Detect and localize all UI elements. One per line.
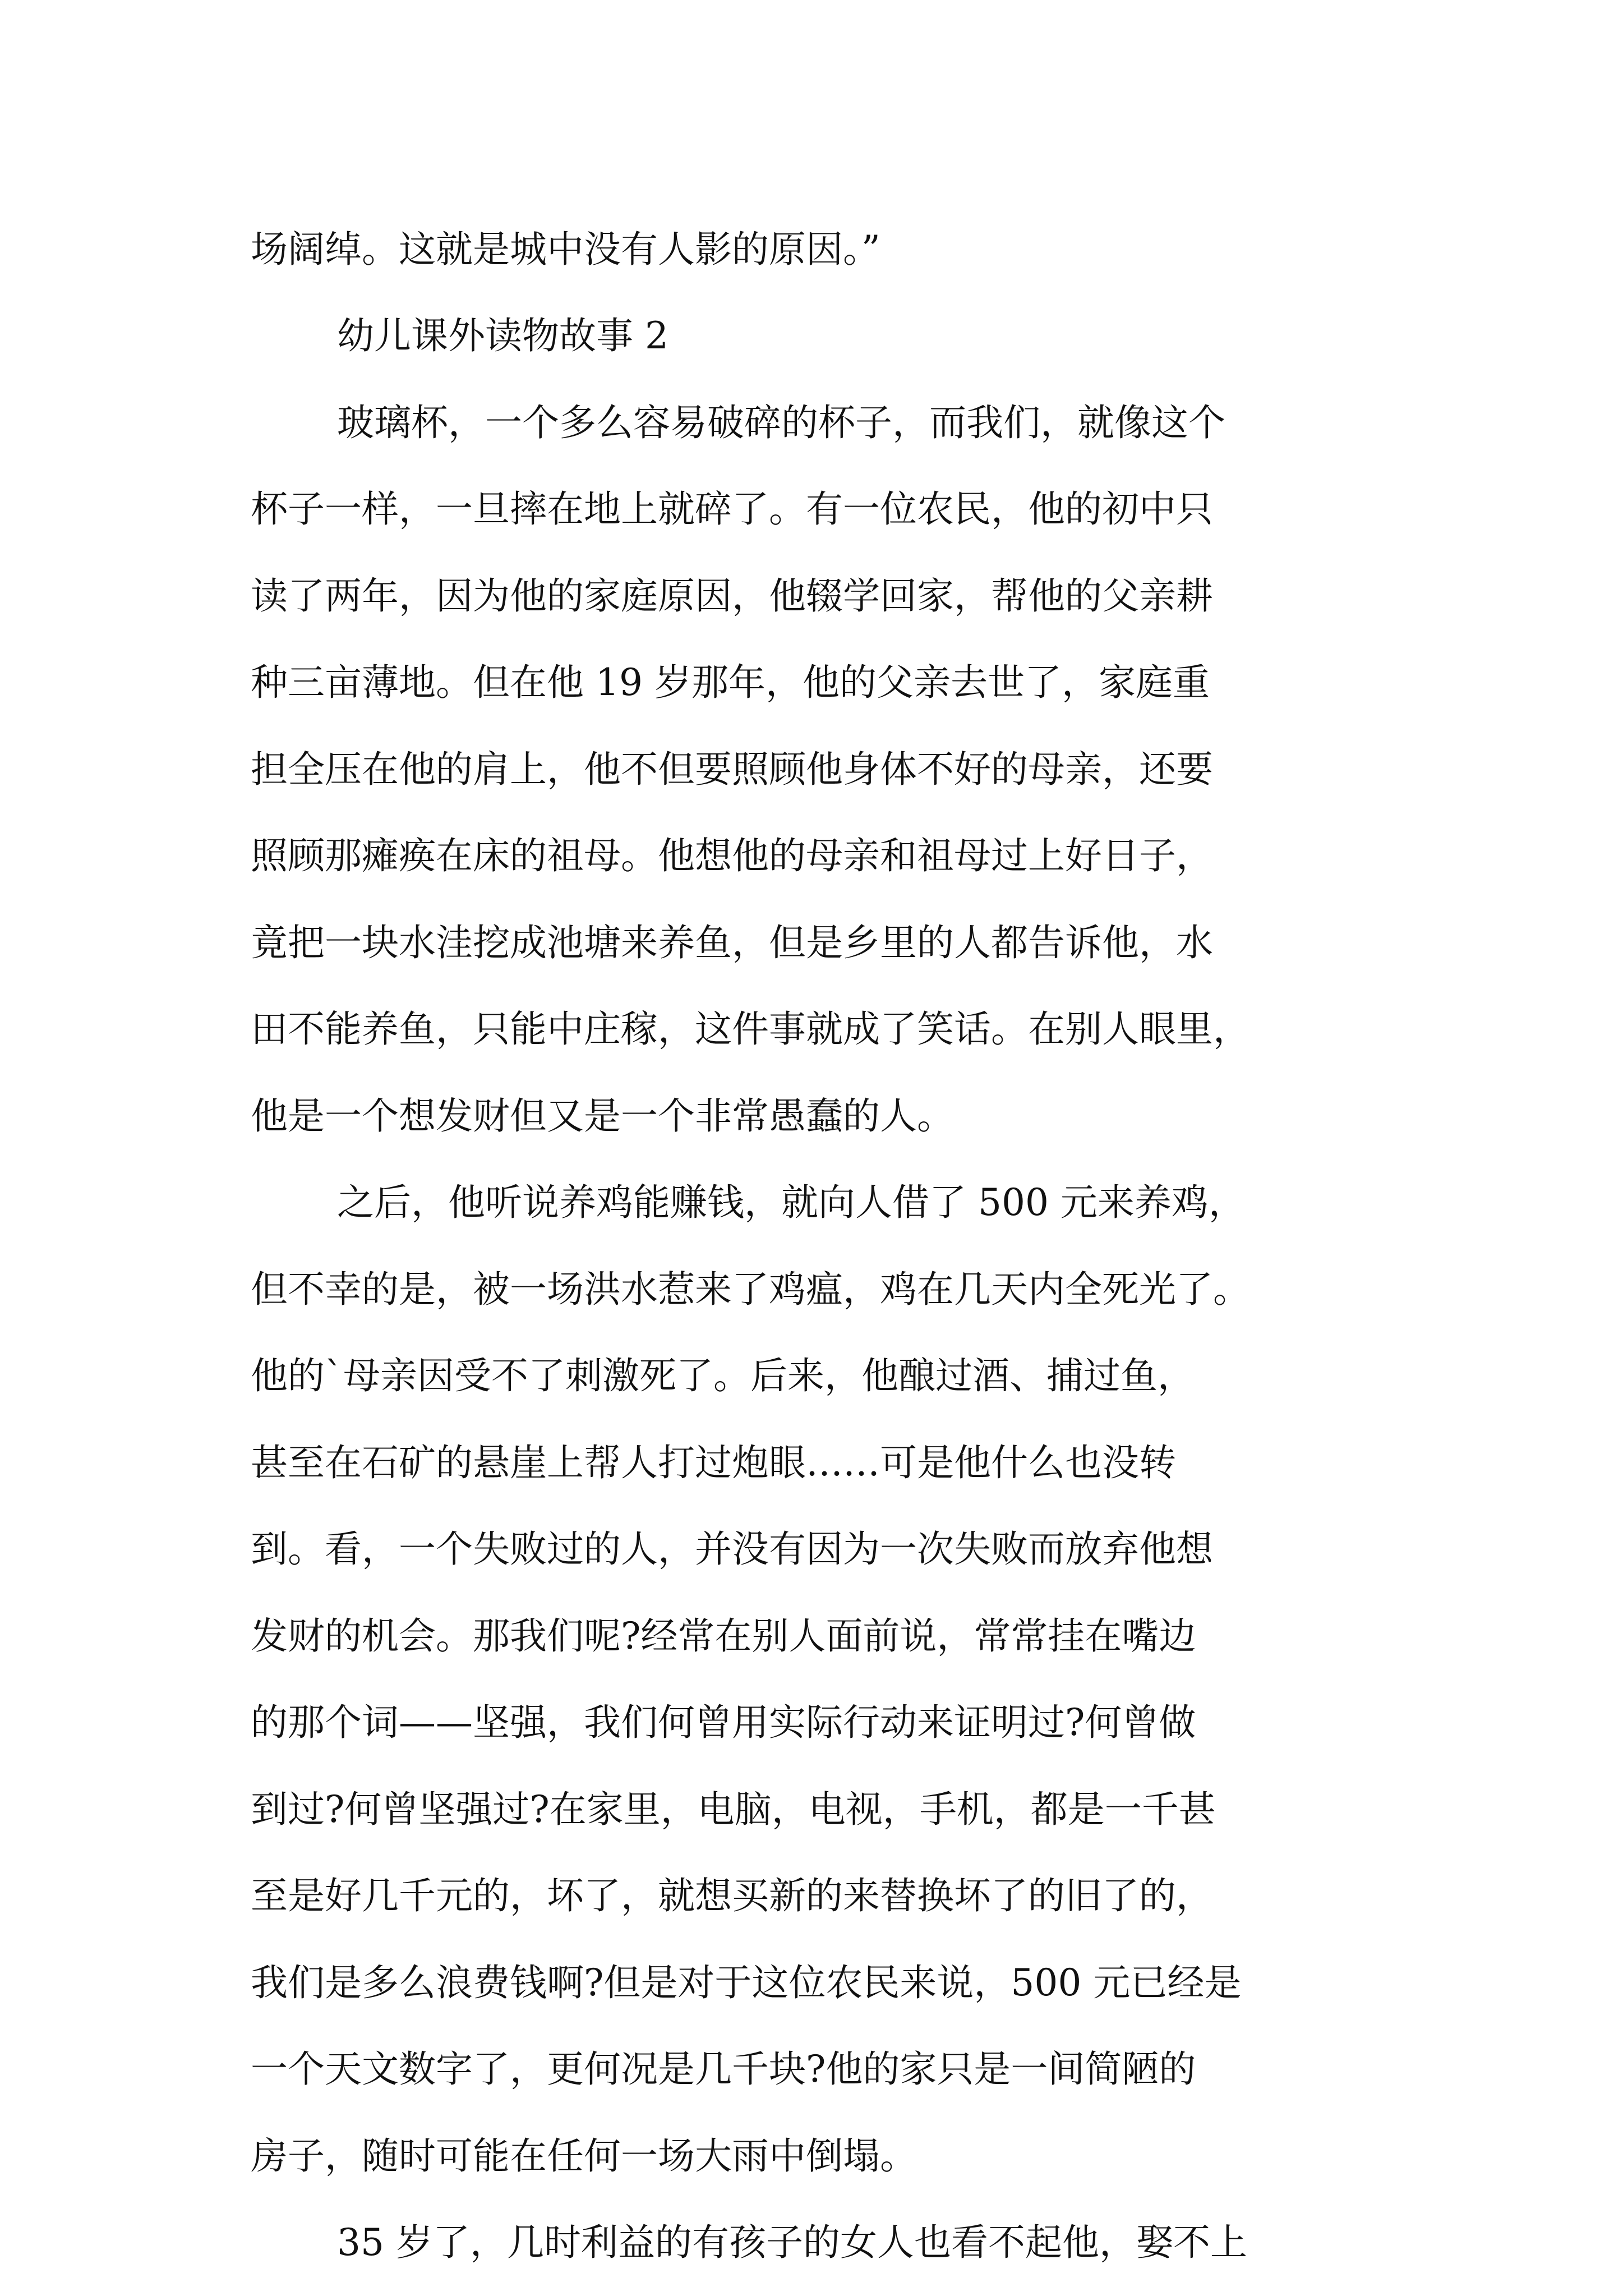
text-line: 35 岁了，几时利益的有孩子的女人也看不起他，娶不上: [337, 2221, 1247, 2264]
text-line: 竟把一块水洼挖成池塘来养鱼，但是乡里的人都告诉他，水: [251, 921, 1213, 964]
text-line: 他的`母亲因受不了刺激死了。后来，他酿过酒、捕过鱼，: [251, 1354, 1195, 1397]
text-line: 到过?何曾坚强过?在家里，电脑，电视，手机，都是一千甚: [251, 1788, 1216, 1831]
text-line: 甚至在石矿的悬崖上帮人打过炮眼……可是他什么也没转: [251, 1441, 1176, 1484]
text-line: 照顾那瘫痪在床的祖母。他想他的母亲和祖母过上好日子，: [251, 834, 1213, 877]
text-line: 场阔绰。这就是城中没有人影的原因。”: [251, 228, 880, 271]
text-line: 一个天文数字了，更何况是几千块?他的家只是一间简陋的: [251, 2047, 1196, 2091]
text-line: 种三亩薄地。但在他 19 岁那年，他的父亲去世了，家庭重: [251, 661, 1210, 704]
text-line: 担全压在他的肩上，他不但要照顾他身体不好的母亲，还要: [251, 748, 1213, 791]
text-line: 田不能养鱼，只能中庄稼，这件事就成了笑话。在别人眼里，: [251, 1007, 1250, 1051]
text-line: 之后，他听说养鸡能赚钱，就向人借了 500 元来养鸡，: [337, 1181, 1246, 1224]
text-line: 到。看，一个失败过的人，并没有因为一次失败而放弃他想: [251, 1527, 1213, 1571]
text-line: 但不幸的是，被一场洪水惹来了鸡瘟，鸡在几天内全死光了。: [251, 1268, 1250, 1311]
text-line: 读了两年，因为他的家庭原因，他辍学回家，帮他的父亲耕: [251, 574, 1213, 618]
text-line: 房子，随时可能在任何一场大雨中倒塌。: [251, 2134, 917, 2178]
text-line: 的那个词——坚强，我们何曾用实际行动来证明过?何曾做: [251, 1701, 1196, 1744]
text-line: 至是好几千元的，坏了，就想买新的来替换坏了的旧了的，: [251, 1874, 1213, 1917]
text-line: 杯子一样，一旦摔在地上就碎了。有一位农民，他的初中只: [251, 487, 1213, 531]
text-line: 他是一个想发财但又是一个非常愚蠢的人。: [251, 1094, 954, 1138]
section-heading: 幼儿课外读物故事 2: [337, 314, 668, 357]
text-line: 我们是多么浪费钱啊?但是对于这位农民来说，500 元已经是: [251, 1961, 1242, 2004]
text-line: 发财的机会。那我们呢?经常在别人面前说，常常挂在嘴边: [251, 1614, 1196, 1658]
text-line: 玻璃杯，一个多么容易破碎的杯子，而我们，就像这个: [337, 401, 1225, 444]
